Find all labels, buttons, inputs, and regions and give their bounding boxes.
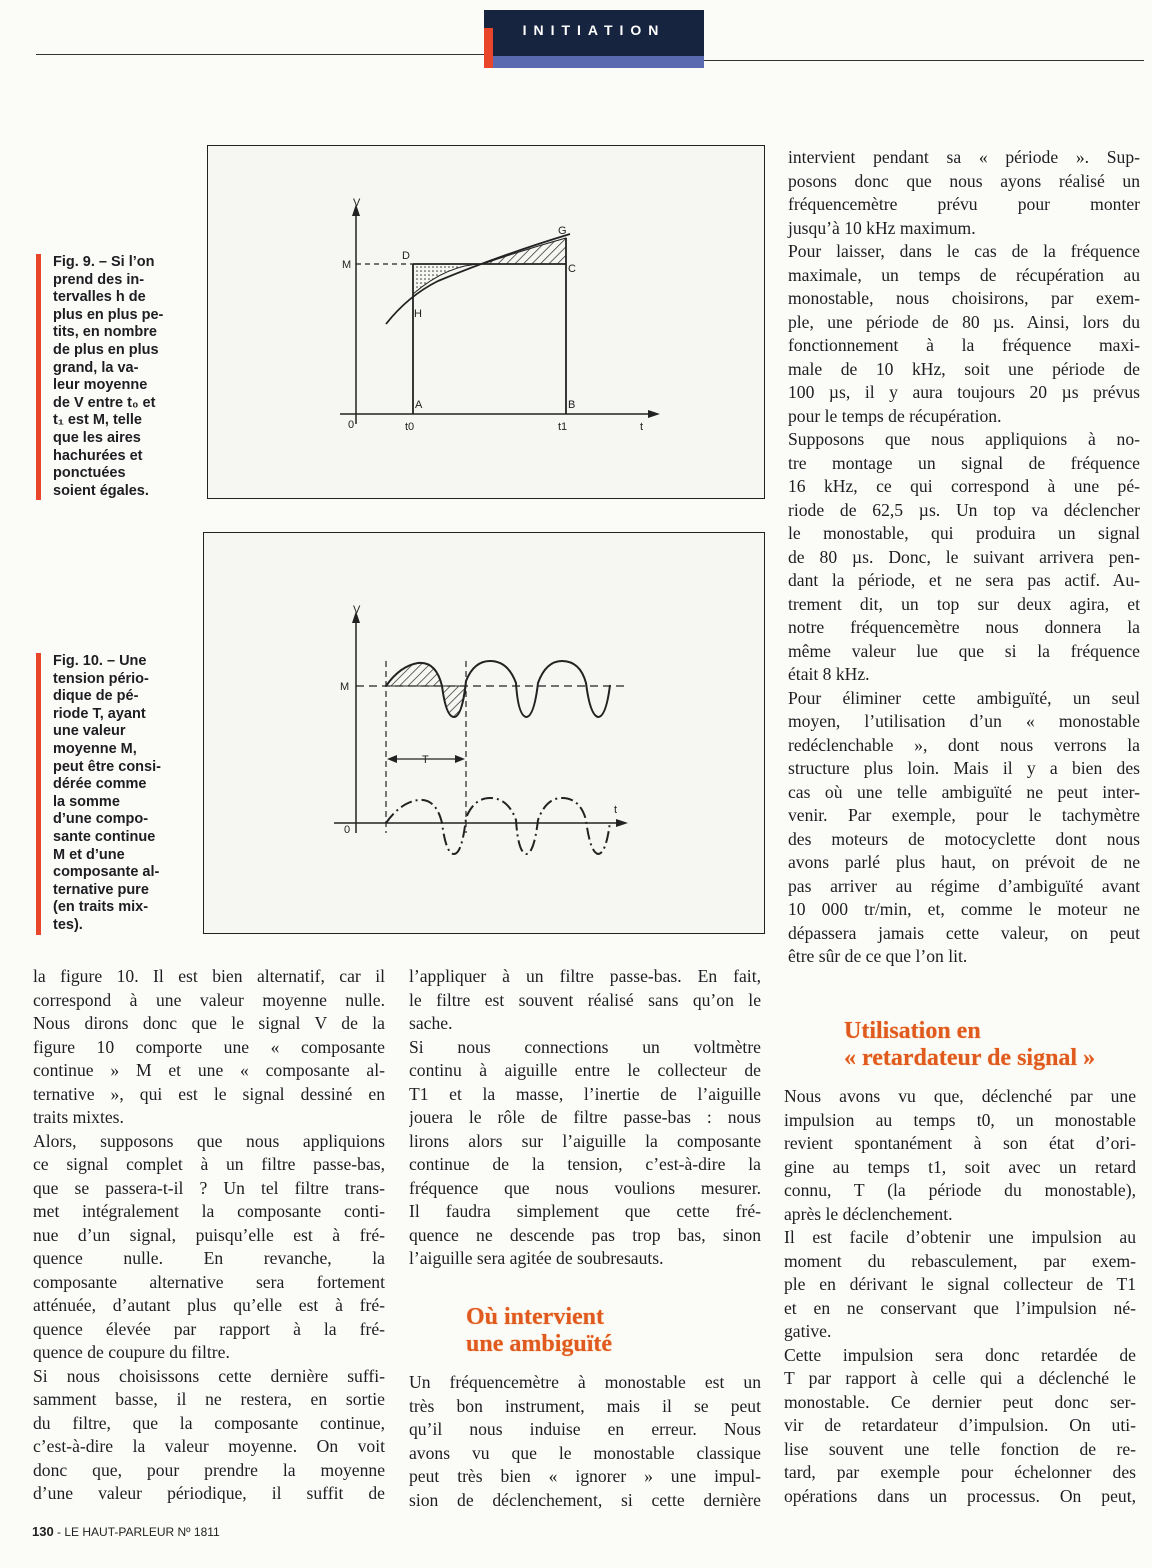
- fig9-label-v: V: [353, 197, 361, 209]
- section-tab-red-accent: [484, 28, 493, 68]
- header-rule-right: [704, 60, 1144, 61]
- text-line: cas où une telle ambiguïté ne peut inter-: [788, 781, 1140, 802]
- text-line: trement dit, un top sur deux agira, et: [788, 593, 1140, 614]
- text-line: qu’il nous induise en erreur. Nous: [409, 1419, 761, 1439]
- text-line: gative.: [784, 1321, 832, 1341]
- text-line: ple en dérivant le signal collecteur de T1: [784, 1274, 1136, 1294]
- text-line: la figure 10. Il est bien alternatif, car il: [33, 966, 385, 986]
- fig9-label-t: t: [640, 421, 644, 433]
- text-line: Il faudra simplement que cette fré-: [409, 1201, 761, 1221]
- text-line: maximale, un temps de récupération au: [788, 264, 1140, 285]
- text-line: T1 et la masse, l’inertie de l’aiguille: [409, 1083, 761, 1104]
- text-line: composante alternative sera fortement: [33, 1271, 385, 1292]
- column-1: [33, 965, 385, 1506]
- text-line: quence nulle. En revanche, la: [33, 1248, 385, 1268]
- fig9-label-t1: t1: [558, 421, 568, 433]
- text-line: opérations dans un processus. On peut,: [784, 1485, 1136, 1506]
- figure-10-graph: [204, 533, 764, 933]
- figure-10: [203, 532, 765, 934]
- text-line: l’aiguille sera agitée de soubresauts.: [409, 1248, 664, 1268]
- text-line: atténuée, d’autant plus qu’elle est à fré-: [33, 1295, 385, 1315]
- text-line: tre montage un signal de fréquence: [788, 452, 1140, 473]
- text-line: c’est-à-dire la valeur moyenne. On voit: [33, 1436, 385, 1456]
- text-line: traits mixtes.: [33, 1107, 124, 1127]
- fig10-alternating: [386, 798, 610, 854]
- heading-ambiguite: Où intervient une ambiguïté: [466, 1304, 613, 1357]
- fig10-label-o: 0: [344, 824, 351, 836]
- text-line: ce signal complet à un filtre passe-bas,: [33, 1154, 385, 1174]
- text-line: avons parlé plus haut, on prévoit de ne: [788, 852, 1140, 872]
- text-line: Cette impulsion sera donc retardée de: [784, 1344, 1136, 1365]
- fig9-label-o: 0: [348, 419, 355, 431]
- text-line: male de 10 kHz, soit une période de: [788, 358, 1140, 379]
- text-line: que se passera-t-il ? Un tel filtre trans-: [33, 1177, 385, 1198]
- text-line: du filtre, que la composante continue,: [33, 1412, 385, 1433]
- text-line: structure plus loin. Mais il y a bien des: [788, 758, 1140, 778]
- text-line: sion de déclenchement, si cette dernière: [409, 1489, 761, 1510]
- text-line: avons vu que le monostable classique: [409, 1442, 761, 1463]
- text-line: ple, une période de 80 µs. Ainsi, lors du: [788, 311, 1140, 332]
- column-3-bottom: [784, 1085, 1136, 1508]
- text-line: redéclenchable », dont nous verrons la: [788, 734, 1140, 755]
- text-line: quence de coupure du filtre.: [33, 1342, 230, 1362]
- section-tab: [484, 10, 704, 56]
- text-line: l’appliquer à un filtre passe-bas. En fait,: [409, 966, 761, 986]
- fig9-label-c: C: [568, 263, 576, 275]
- text-line: Supposons que nous appliquions à no-: [788, 429, 1140, 449]
- section-title: INITIATION: [522, 22, 666, 38]
- text-line: lise souvent une telle fonction de re-: [784, 1438, 1136, 1459]
- text-line: venir. Par exemple, pour le tachymètre: [788, 805, 1140, 825]
- text-line: ternative », qui est le signal dessiné en: [33, 1083, 385, 1104]
- text-line: 16 kHz, ce qui correspond à une pé-: [788, 476, 1140, 496]
- text-line: tard, par exemple pour échelonner des: [784, 1462, 1136, 1482]
- fig9-label-t0: t0: [405, 421, 415, 433]
- fig10-hatch-top: [386, 663, 442, 686]
- text-line: continu à aiguille entre le collecteur de: [409, 1060, 761, 1080]
- figure-9: [207, 145, 765, 499]
- text-line: monostable. Ce dernier peut donc ser-: [784, 1391, 1136, 1412]
- text-line: continue de la tension, c’est-à-dire la: [409, 1154, 761, 1174]
- figure-9-caption: Fig. 9. – Si l’on prend des in- tervalles h de plus en plus pe- tits, en nombre de plus en plus grand, la va- leur moyenne de V entre t₀ et t₁ est M, telle que les aires hachurées et ponctuées soient égales.: [36, 254, 163, 500]
- text-line: notre fréquencemètre nous donnera la: [788, 617, 1140, 637]
- fig10-period-arrow-left: [387, 755, 397, 763]
- magazine-name: - LE HAUT-PARLEUR Nº 1811: [53, 1525, 220, 1539]
- fig10-period-arrow-right: [455, 755, 465, 763]
- text-line: 100 µs, il y aura toujours 20 µs prévus: [788, 382, 1140, 402]
- text-line: Nous avons vu que, déclenché par une: [784, 1086, 1136, 1106]
- fig10-label-m: M: [340, 681, 350, 693]
- text-line: dépassera jamais cette valeur, on peut: [788, 922, 1140, 943]
- text-line: donc que, pour prendre la moyenne: [33, 1459, 385, 1480]
- fig9-label-m: M: [342, 259, 352, 271]
- fig9-label-a: A: [415, 399, 423, 411]
- fig9-hatched-area: [483, 238, 566, 264]
- text-line: des moteurs de motocyclette dont nous: [788, 828, 1140, 849]
- text-line: intervient pendant sa « période ». Sup-: [788, 147, 1140, 167]
- text-line: Il est facile d’obtenir une impulsion au: [784, 1227, 1136, 1247]
- fig9-t-arrow: [648, 410, 660, 418]
- fig10-label-period: T: [422, 754, 429, 766]
- text-line: Pour éliminer cette ambiguïté, un seul: [788, 687, 1140, 708]
- page-number: 130: [32, 1524, 54, 1539]
- fig9-label-b: B: [568, 399, 576, 411]
- text-line: jouera le rôle de filtre passe-bas : nous: [409, 1107, 761, 1127]
- text-line: posons donc que nous ayons réalisé un: [788, 170, 1140, 191]
- text-line: le filtre est souvent réalisé sans qu’on le: [409, 989, 761, 1010]
- text-line: fréquencemètre prévu pour monter: [788, 194, 1140, 214]
- text-line: et en ne conservant que l’impulsion né-: [784, 1297, 1136, 1318]
- fig10-label-v: V: [353, 604, 361, 616]
- figure-10-caption: Fig. 10. – Une tension pério- dique de pé- riode T, ayant une valeur moyenne M, peut être consi- dérée comme la somme d’une compo- sante continue M et d’une composante al- ternative pure (en traits mix- tes).: [36, 653, 161, 935]
- text-line: revient spontanément à son état d’ori-: [784, 1133, 1136, 1153]
- text-line: riode de 62,5 µs. Un top va déclencher: [788, 499, 1140, 520]
- text-line: met intégralement la composante conti-: [33, 1201, 385, 1221]
- text-line: correspond à une valeur moyenne nulle.: [33, 989, 385, 1010]
- text-line: quence ne descende pas trop bas, sinon: [409, 1224, 761, 1245]
- text-line: d’une valeur périodique, il suffit de: [33, 1483, 385, 1503]
- text-line: lirons alors sur l’aiguille la composante: [409, 1130, 761, 1151]
- column-2-bottom: [409, 1371, 761, 1512]
- fig10-label-t: t: [614, 804, 618, 816]
- fig9-label-g: G: [558, 225, 567, 237]
- text-line: samment basse, il ne restera, en sortie: [33, 1389, 385, 1409]
- text-line: moyen, l’utilisation d’un « monostable: [788, 711, 1140, 731]
- text-line: Si nous connections un voltmètre: [409, 1036, 761, 1057]
- text-line: nue d’un signal, puisqu’elle est à fré-: [33, 1224, 385, 1245]
- fig10-t-arrow: [616, 819, 628, 827]
- heading-retardateur: Utilisation en « retardateur de signal »: [844, 1018, 1096, 1071]
- text-line: quence élevée par rapport à la fré-: [33, 1318, 385, 1339]
- text-line: monostable, nous choisirons, par exem-: [788, 288, 1140, 308]
- text-line: jusqu’à 10 kHz maximum.: [788, 217, 976, 238]
- text-line: très bon instrument, mais il se peut: [409, 1395, 761, 1416]
- text-line: Un fréquencemètre à monostable est un: [409, 1372, 761, 1392]
- text-line: peut très bien « ignorer » une impul-: [409, 1466, 761, 1486]
- text-line: était 8 kHz.: [788, 664, 870, 684]
- text-line: Nous dirons donc que le signal V de la: [33, 1013, 385, 1033]
- text-line: pas arriver au régime d’ambiguïté avant: [788, 875, 1140, 896]
- text-line: continue » M et une « composante al-: [33, 1060, 385, 1080]
- fig9-label-h: H: [414, 308, 422, 320]
- text-line: moment du rebasculement, par exem-: [784, 1250, 1136, 1271]
- header-rule-left: [36, 54, 484, 55]
- text-line: figure 10 comporte une « composante: [33, 1036, 385, 1057]
- column-2: [409, 965, 761, 1271]
- text-line: dant la période, et ne sera pas actif. Au-: [788, 570, 1140, 590]
- text-line: sache.: [409, 1013, 453, 1033]
- text-line: gine au temps t1, soit avec un retard: [784, 1156, 1136, 1177]
- text-line: le monostable, qui produira un signal: [788, 523, 1140, 543]
- fig9-label-d: D: [402, 250, 410, 262]
- figure-9-graph: [208, 146, 764, 498]
- text-line: fonctionnement à la fréquence maxi-: [788, 335, 1140, 355]
- text-line: connu, T (la période du monostable),: [784, 1180, 1136, 1200]
- text-line: fréquence que nous voulions mesurer.: [409, 1177, 761, 1198]
- column-3: [788, 146, 1140, 969]
- text-line: Alors, supposons que nous appliquions: [33, 1130, 385, 1151]
- text-line: 10 000 tr/min, et, comme le moteur ne: [788, 899, 1140, 919]
- text-line: être sûr de ce que l’on lit.: [788, 946, 968, 966]
- text-line: Si nous choisissons cette dernière suffi-: [33, 1365, 385, 1386]
- text-line: pour le temps de récupération.: [788, 405, 1002, 426]
- page-footer: [32, 1524, 220, 1539]
- text-line: après le déclenchement.: [784, 1203, 953, 1224]
- text-line: T par rapport à celle qui a déclenché le: [784, 1368, 1136, 1388]
- section-tab-blue-accent: [493, 56, 704, 68]
- text-line: impulsion au temps t0, un monostable: [784, 1109, 1136, 1130]
- text-line: Pour laisser, dans le cas de la fréquence: [788, 241, 1140, 261]
- text-line: même valeur lue que si la fréquence: [788, 640, 1140, 661]
- text-line: de 80 µs. Donc, le suivant arrivera pen-: [788, 546, 1140, 567]
- text-line: vir de retardateur d’impulsion. On uti-: [784, 1415, 1136, 1435]
